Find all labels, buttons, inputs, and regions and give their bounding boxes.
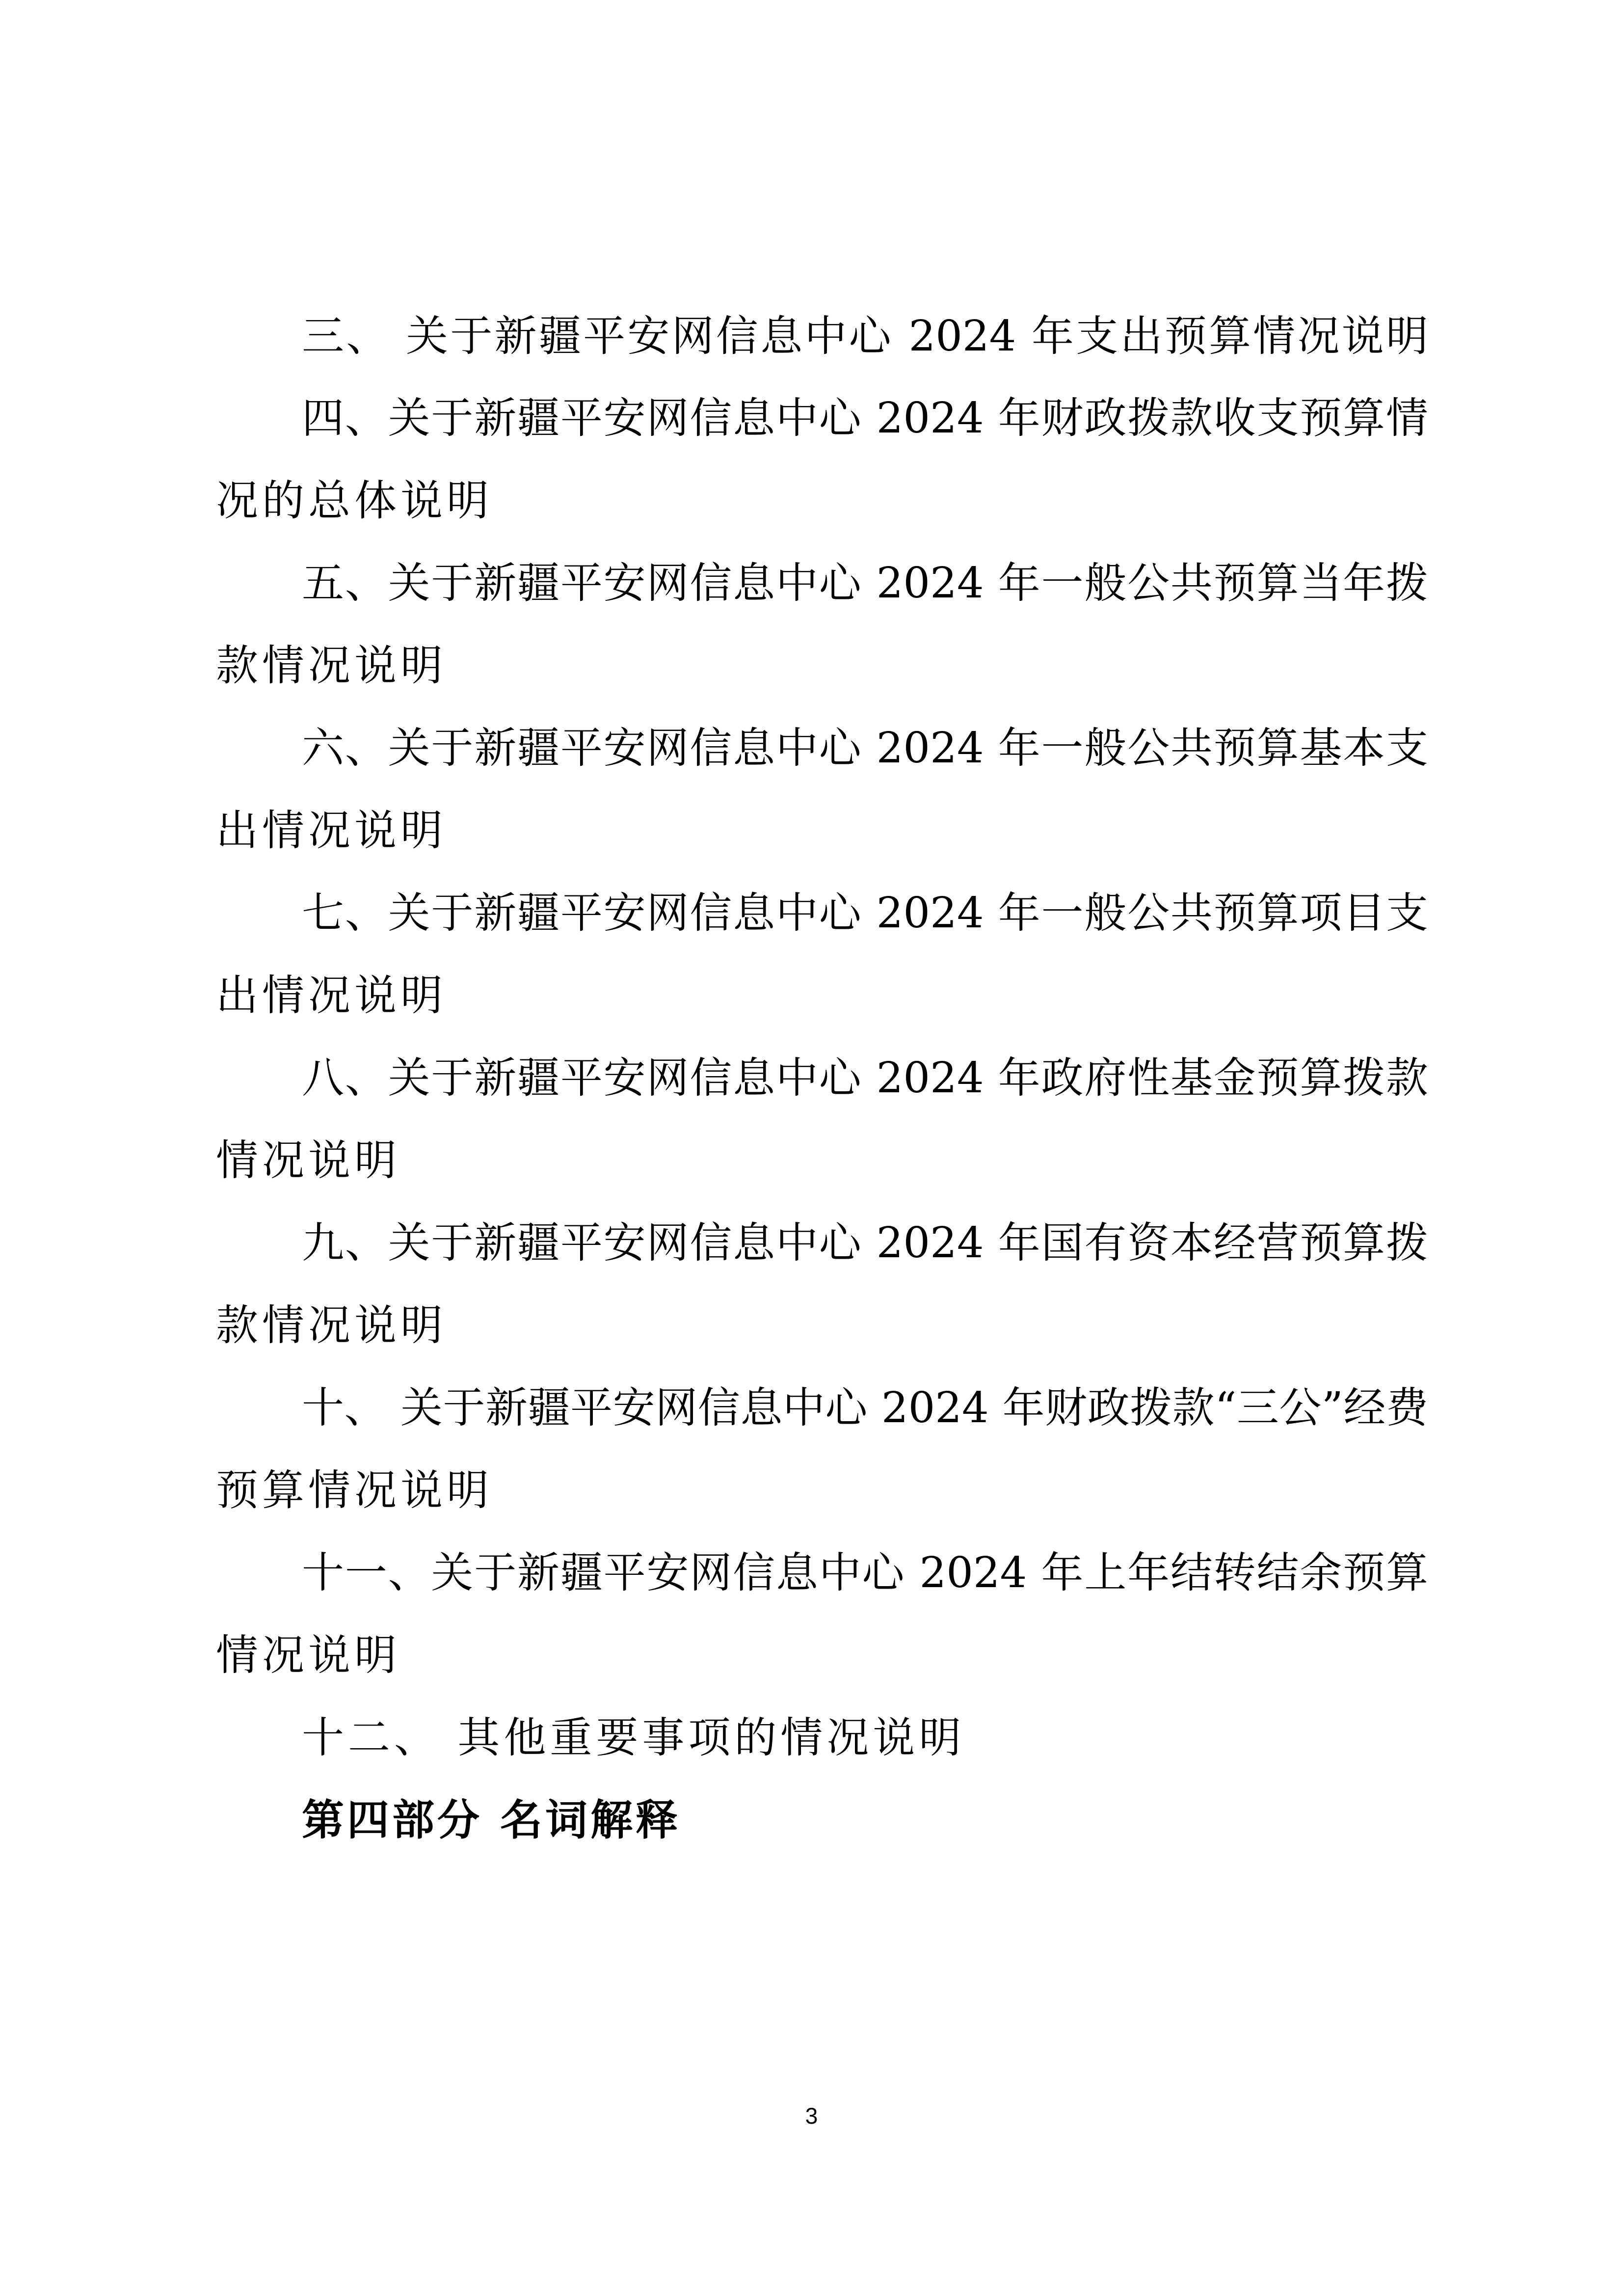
page-number: 3 [805, 2103, 818, 2129]
toc-item-8-line-1: 八、关于新疆平安网信息中心 2024 年政府性基金预算拨款 [302, 1053, 1428, 1103]
toc-item-9-line-2: 款情况说明 [216, 1301, 447, 1350]
toc-item-4-line-1: 四、关于新疆平安网信息中心 2024 年财政拨款收支预算情 [302, 394, 1428, 443]
toc-item-6-line-2: 出情况说明 [216, 806, 447, 855]
toc-item-9-line-1: 九、关于新疆平安网信息中心 2024 年国有资本经营预算拨 [302, 1218, 1428, 1268]
toc-item-5-line-1: 五、关于新疆平安网信息中心 2024 年一般公共预算当年拨 [302, 559, 1428, 608]
toc-item-5-line-2: 款情况说明 [216, 641, 447, 690]
toc-item-4-line-2: 况的总体说明 [216, 476, 493, 525]
toc-item-11-line-1: 十一、关于新疆平安网信息中心 2024 年上年结转结余预算 [302, 1548, 1428, 1597]
toc-item-11-line-2: 情况说明 [216, 1631, 400, 1680]
toc-item-7-line-1: 七、关于新疆平安网信息中心 2024 年一般公共预算项目支 [302, 889, 1428, 938]
toc-item-12-line-1: 十二、 其他重要事项的情况说明 [302, 1713, 965, 1762]
toc-item-3-line-1: 三、 关于新疆平安网信息中心 2024 年支出预算情况说明 [302, 312, 1428, 361]
toc-item-10-line-1: 十、 关于新疆平安网信息中心 2024 年财政拨款“三公”经费 [302, 1383, 1428, 1432]
toc-item-6-line-1: 六、关于新疆平安网信息中心 2024 年一般公共预算基本支 [302, 724, 1428, 773]
section-heading: 第四部分 名词解释 [302, 1795, 681, 1845]
toc-item-10-line-2: 预算情况说明 [216, 1466, 493, 1515]
toc-item-7-line-2: 出情况说明 [216, 971, 447, 1020]
toc-item-8-line-2: 情况说明 [216, 1136, 400, 1185]
